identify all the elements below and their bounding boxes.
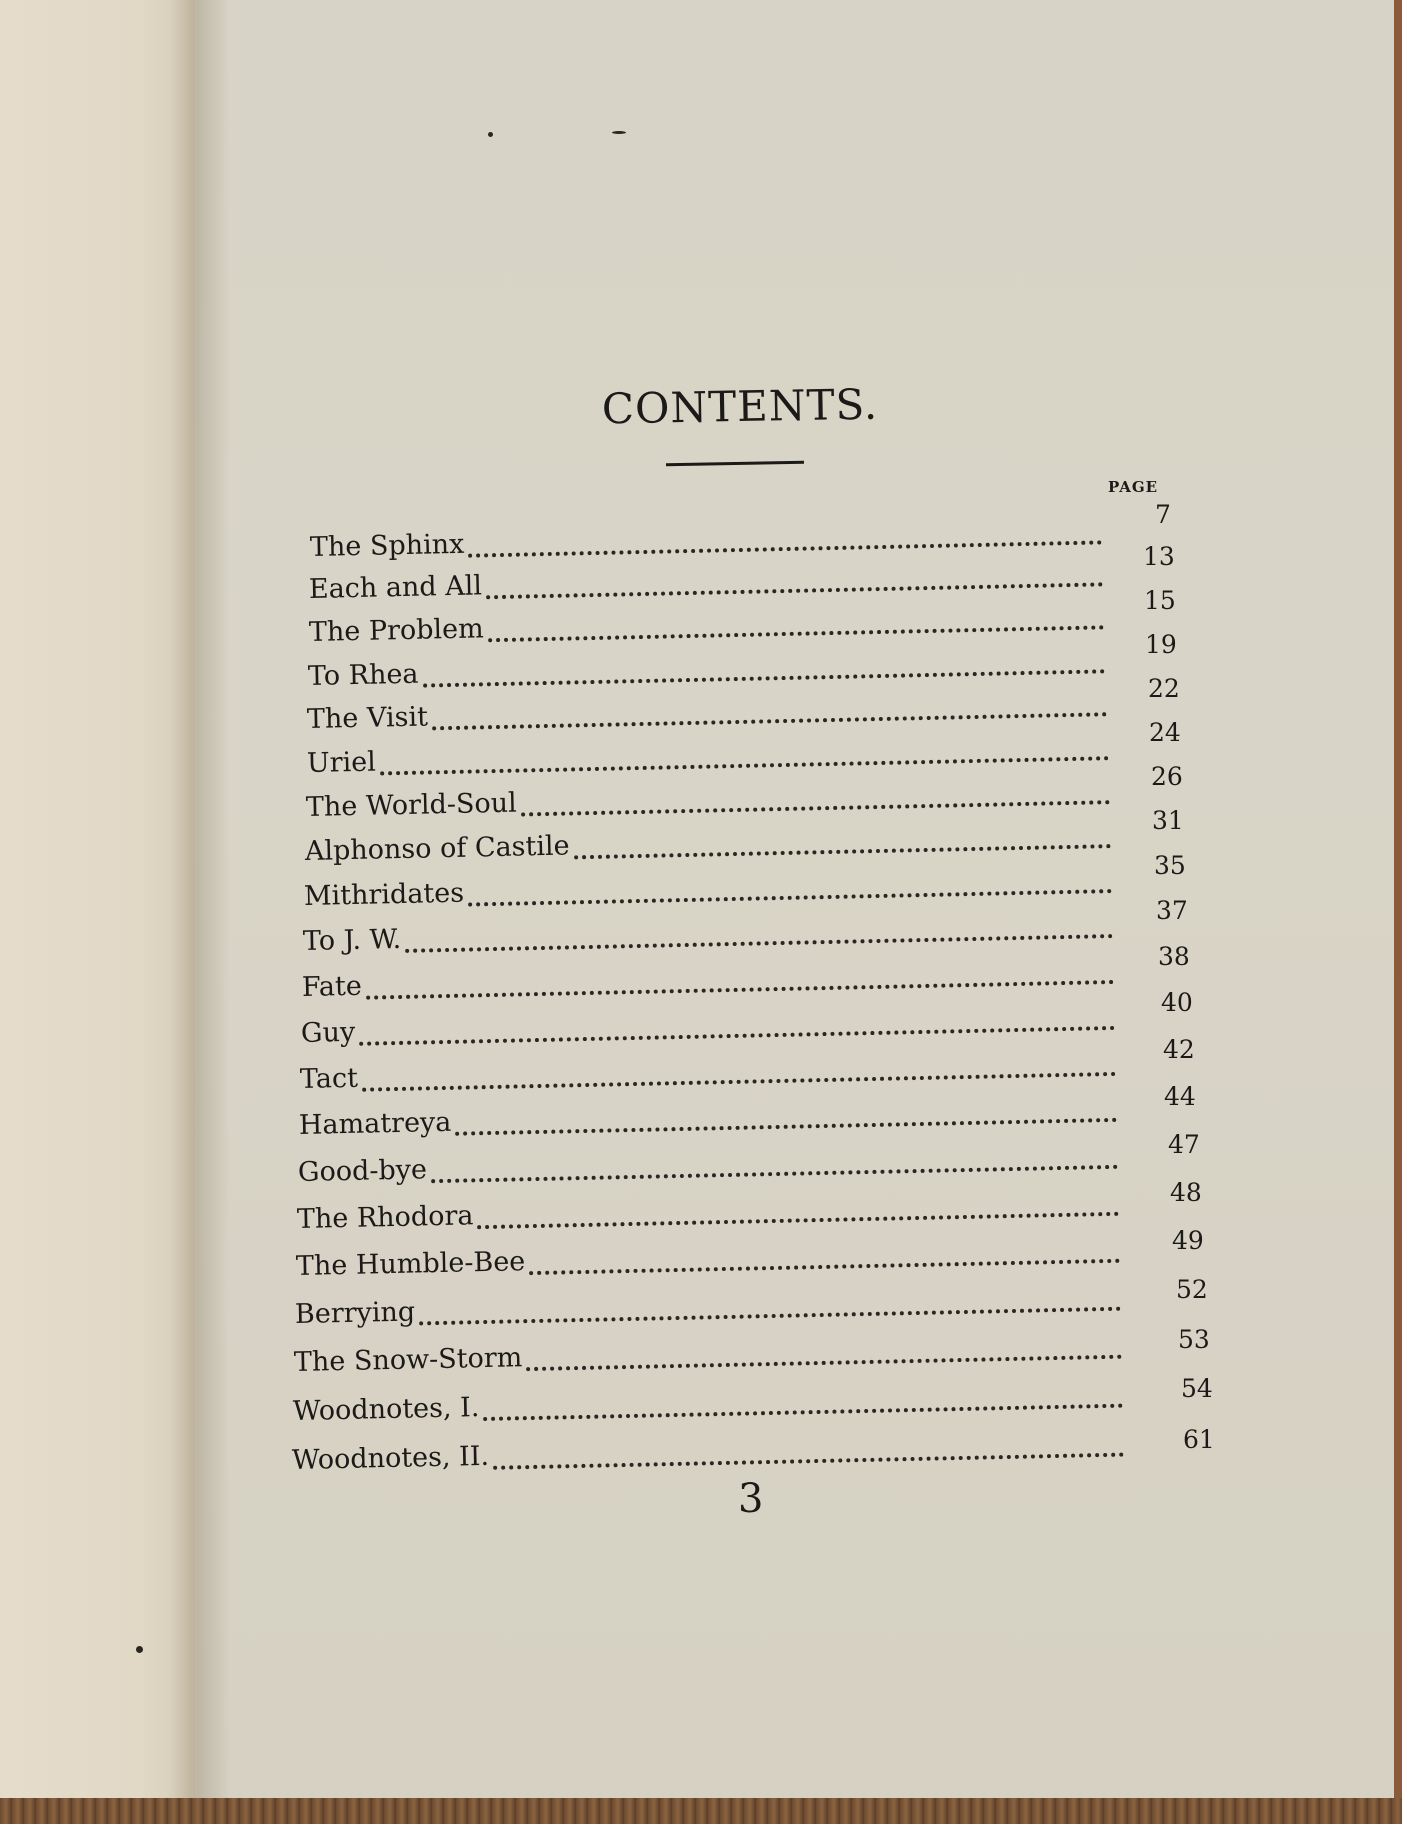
toc-entry — [292, 1427, 1133, 1481]
toc-entry — [299, 1093, 1126, 1146]
toc-entry-title: Hamatreya — [298, 1106, 452, 1141]
toc-entry — [293, 1378, 1132, 1432]
toc-entry-title: The Rhodora — [296, 1200, 474, 1235]
toc-entry — [302, 955, 1123, 1008]
toc-entry-title: Woodnotes, I. — [292, 1392, 480, 1427]
toc-entry-page: 42 — [1163, 1035, 1195, 1064]
toc-entry — [298, 1140, 1127, 1193]
toc-entry-page: 48 — [1170, 1178, 1202, 1207]
toc-entry-page: 40 — [1161, 988, 1193, 1017]
toc-entry — [303, 909, 1122, 962]
toc-entry-page: 49 — [1172, 1226, 1204, 1255]
toc-leader-dots — [362, 1054, 1116, 1092]
toc-leader-dots — [488, 607, 1105, 642]
toc-leader-dots — [493, 1435, 1124, 1470]
toc-entry-page: 13 — [1143, 542, 1175, 571]
toc-entry-title: Good-bye — [297, 1154, 428, 1188]
toc-entry-page: 37 — [1156, 896, 1188, 925]
toc-entry — [307, 687, 1116, 740]
toc-leader-dots — [359, 1008, 1115, 1046]
toc-entry-title: Alphonso of Castile — [304, 830, 570, 867]
toc-leader-dots — [573, 826, 1111, 859]
toc-entry-title: To Rhea — [307, 658, 419, 692]
toc-leader-dots — [432, 694, 1107, 730]
toc-entry-page: 61 — [1183, 1425, 1215, 1454]
toc-first-page-number: 7 — [1155, 500, 1171, 529]
toc-leader-dots — [380, 738, 1109, 775]
toc-leader-dots — [366, 962, 1114, 1000]
toc-entry-page: 15 — [1144, 586, 1176, 615]
toc-leader-dots — [431, 1147, 1118, 1183]
toc-entry-title: Woodnotes, II. — [291, 1440, 490, 1476]
toc-entry — [297, 1187, 1128, 1240]
toc-entry — [296, 1234, 1129, 1287]
toc-entry-title: The World-Soul — [305, 787, 518, 823]
toc-entry-page: 24 — [1149, 718, 1181, 747]
toc-entry-page: 53 — [1178, 1325, 1210, 1354]
page-number: 3 — [738, 1476, 764, 1522]
toc-entry-title: The Visit — [306, 701, 429, 735]
toc-entry-page: 19 — [1145, 630, 1177, 659]
toc-entry-page: 44 — [1164, 1082, 1196, 1111]
toc-entry-page: 31 — [1152, 806, 1184, 835]
toc-entry-title: To J. W. — [302, 923, 402, 957]
toc-leader-dots — [529, 1241, 1120, 1275]
toc-entry — [300, 1047, 1125, 1100]
toc-entry-page: 22 — [1148, 674, 1180, 703]
toc-entry-title: Each and All — [308, 570, 483, 605]
toc-leader-dots — [422, 651, 1105, 687]
toc-entry-title: Fate — [301, 970, 363, 1003]
toc-entry — [304, 864, 1121, 917]
toc-leader-dots — [455, 1100, 1117, 1136]
toc-entry-title: Tact — [299, 1062, 359, 1095]
toc-entry-title: Uriel — [306, 746, 377, 779]
page-title: CONTENTS. — [601, 379, 879, 434]
toc-entry — [309, 600, 1113, 653]
page-column-label: PAGE — [1108, 478, 1159, 496]
toc-entry-page: 26 — [1151, 762, 1183, 791]
toc-entry — [306, 775, 1119, 828]
toc-entry — [295, 1282, 1130, 1335]
toc-entry — [301, 1001, 1124, 1054]
toc-leader-dots — [521, 782, 1110, 816]
toc-entry — [294, 1329, 1131, 1383]
toc-entry-page: 54 — [1181, 1374, 1213, 1403]
toc-leader-dots — [419, 1289, 1121, 1326]
toc-leader-dots — [486, 564, 1103, 599]
toc-leader-dots — [468, 871, 1112, 906]
toc-entry-page: 47 — [1168, 1130, 1200, 1159]
toc-entry-title: The Humble-Bee — [295, 1246, 526, 1282]
toc-leader-dots — [526, 1337, 1122, 1371]
toc-entry-title: The Snow-Storm — [293, 1342, 523, 1378]
toc-entry — [305, 819, 1120, 872]
toc-entry-title: Berrying — [294, 1296, 416, 1330]
toc-entry-page: 52 — [1176, 1275, 1208, 1304]
toc-entry-title: The Sphinx — [309, 528, 465, 563]
toc-entry — [307, 731, 1118, 784]
toc-entry-title: Guy — [300, 1016, 356, 1049]
toc-entry-page: 38 — [1158, 942, 1190, 971]
toc-leader-dots — [483, 1386, 1123, 1421]
toc-entry-title: The Problem — [308, 613, 485, 648]
toc-entry-title: Mithridates — [303, 877, 465, 912]
toc-leader-dots — [477, 1194, 1119, 1229]
toc-entry-page: 35 — [1154, 851, 1186, 880]
toc-leader-dots — [405, 916, 1113, 953]
toc-leader-dots — [468, 522, 1102, 557]
